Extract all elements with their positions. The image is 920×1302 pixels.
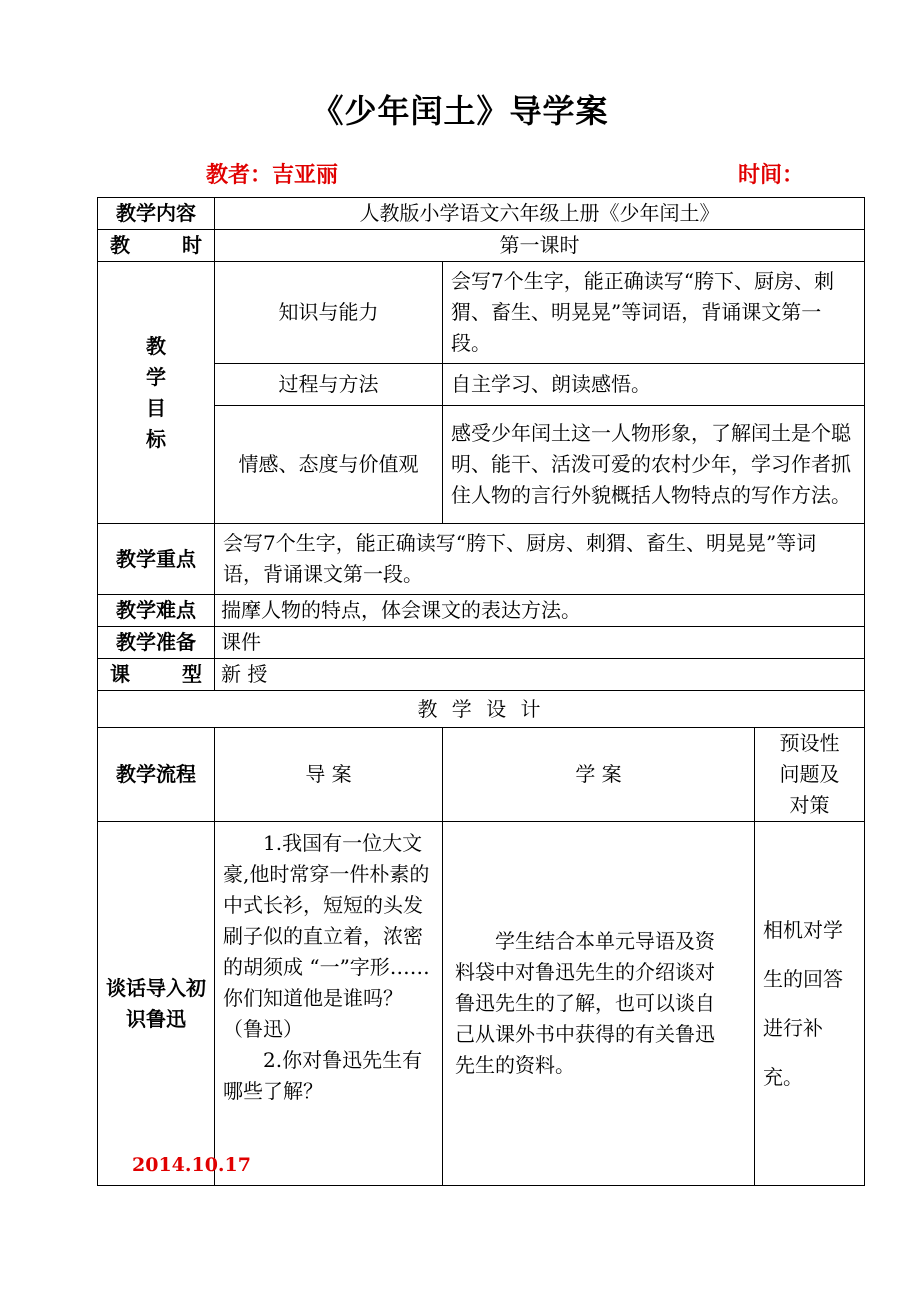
content-value: 人教版小学语文六年级上册《少年闰土》 (215, 198, 865, 230)
goal-process-label: 过程与方法 (215, 364, 443, 406)
prep-label: 教学准备 (98, 627, 215, 659)
goals-label (98, 262, 215, 524)
table-row (98, 822, 865, 1186)
keypoint-label: 教学重点 (98, 524, 215, 595)
table-row (98, 627, 865, 659)
prep-value: 课件 (215, 627, 865, 659)
stage1-guide-p1: 1.我国有一位大文豪,他时常穿一件朴素的中式长衫，短短的头发刷子似的直立着，浓密的胡须成 “一”字形……你们知道他是谁吗？（鲁迅） (223, 831, 430, 1041)
goal-knowledge-value: 会写7个生字，能正确读写“胯下、厨房、刺猬、畜生、明晃晃”等词语，背诵课文第一段。 (443, 262, 865, 364)
table-row (98, 691, 865, 728)
teacher-name: 教者：吉亚丽 (206, 162, 339, 188)
difficulty-value: 揣摩人物的特点，体会课文的表达方法。 (215, 595, 865, 627)
stage1-study: 学生结合本单元导语及资料袋中对鲁迅先生的介绍谈对鲁迅先生的了解，也可以谈自己从课外书中获得的有关鲁迅先生的资料。 (443, 822, 755, 1186)
type-value: 新 授 (215, 659, 865, 691)
table-row (98, 198, 865, 230)
study-label: 学 案 (443, 728, 755, 822)
table-row (98, 230, 865, 262)
stage1-preset: 相机对学生的回答进行补充。 (755, 822, 865, 1186)
goal-emotion-label: 情感、态度与价值观 (215, 406, 443, 524)
table-row (98, 524, 865, 595)
difficulty-label: 教学难点 (98, 595, 215, 627)
content-label: 教学内容 (98, 198, 215, 230)
table-row (98, 659, 865, 691)
table-row (98, 595, 865, 627)
keypoint-value: 会写7个生字，能正确读写“胯下、厨房、刺猬、畜生、明晃晃”等词语，背诵课文第一段。 (215, 524, 865, 595)
date-label: 2014.10.17 (132, 1154, 251, 1176)
type-label: 课 型 (98, 659, 215, 691)
goals-char: 教 (146, 333, 166, 358)
table-row (98, 728, 865, 822)
stage1-guide (215, 822, 443, 1186)
preset-label: 预设性问题及对策 (755, 728, 865, 822)
period-value: 第一课时 (215, 230, 865, 262)
lesson-plan-table (97, 197, 865, 1186)
goal-knowledge-label: 知识与能力 (215, 262, 443, 364)
goal-process-value: 自主学习、朗读感悟。 (443, 364, 865, 406)
goals-char: 标 (146, 426, 166, 451)
time-label: 时间： (738, 162, 805, 188)
goal-emotion-value: 感受少年闰土这一人物形象，了解闰土是个聪明、能干、活泼可爱的农村少年，学习作者抓住人物的言行外貌概括人物特点的写作方法。 (443, 406, 865, 524)
page-title: 《少年闰土》导学案 (311, 92, 609, 130)
period-label: 教 时 (98, 230, 215, 262)
guide-label: 导 案 (215, 728, 443, 822)
table-row (98, 262, 865, 364)
goals-char: 目 (146, 395, 166, 420)
goals-char: 学 (146, 364, 166, 389)
design-header: 教 学 设 计 (98, 691, 865, 728)
stage1-guide-p2: 2.你对鲁迅先生有哪些了解？ (223, 1048, 423, 1103)
flow-label: 教学流程 (98, 728, 215, 822)
stage1-label: 谈话导入初识鲁迅 (98, 822, 215, 1186)
